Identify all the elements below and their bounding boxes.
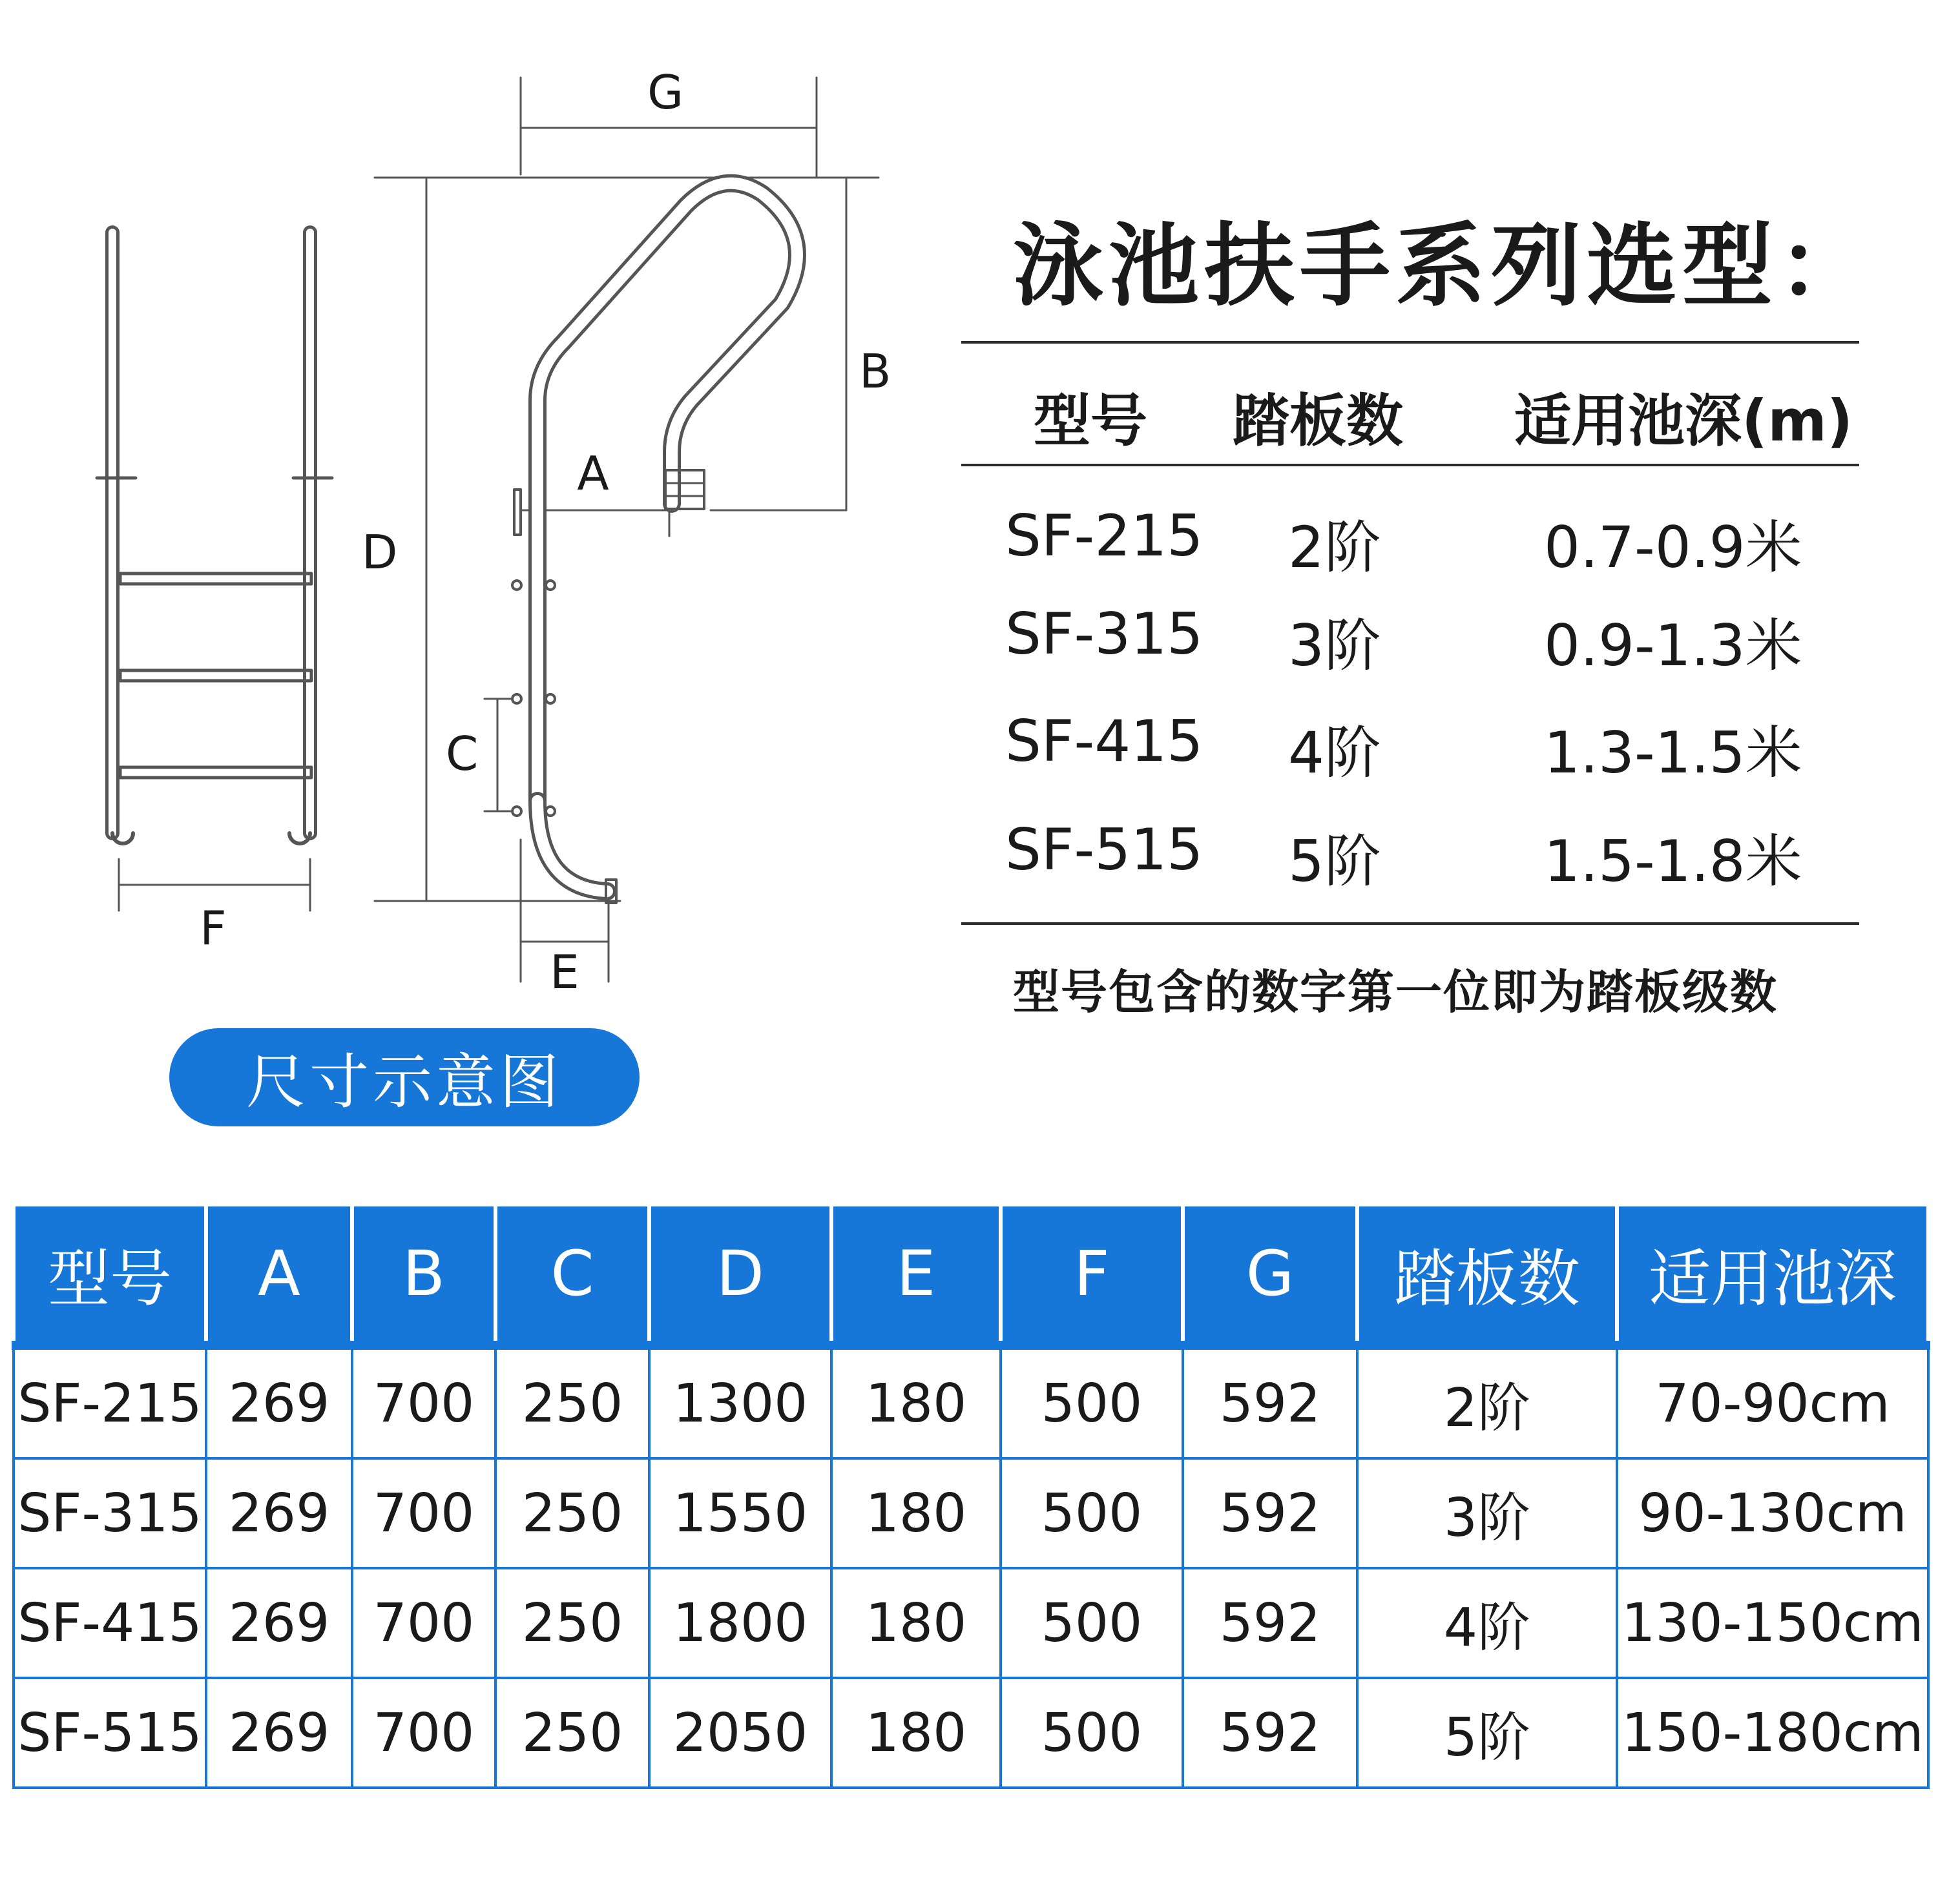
selection-row-model: SF-315: [1005, 601, 1203, 667]
column-header-steps: 踏板数: [1357, 1205, 1617, 1345]
selection-row-model: SF-415: [1005, 708, 1203, 774]
table-cell: SF-315: [14, 1458, 206, 1568]
selection-row-depth: 1.5-1.8米: [1544, 828, 1802, 895]
selection-row-steps: 3阶: [1288, 612, 1381, 679]
spec-table: [12, 1203, 1930, 1789]
table-cell: 592: [1183, 1568, 1357, 1678]
table-cell: 4阶: [1357, 1568, 1617, 1678]
dimension-label-b: B: [859, 344, 891, 398]
dimension-label-e: E: [550, 945, 579, 999]
dimension-label-c: C: [446, 727, 479, 781]
table-cell: 500: [1001, 1458, 1183, 1568]
selection-header-rule: [961, 464, 1859, 466]
dimension-diagram-caption: 尺寸示意图: [169, 1028, 640, 1126]
table-cell: 269: [206, 1458, 352, 1568]
selection-row-depth: 0.9-1.3米: [1544, 612, 1802, 679]
selection-row-steps: 4阶: [1288, 719, 1381, 786]
selection-row-steps: 2阶: [1288, 514, 1381, 581]
spec-table-header-row: [14, 1205, 1928, 1345]
table-cell: 500: [1001, 1678, 1183, 1788]
column-header-depth: 适用池深: [1617, 1205, 1928, 1345]
front-view: [97, 233, 332, 911]
table-cell: 500: [1001, 1568, 1183, 1678]
table-cell: 180: [831, 1345, 1001, 1458]
selection-row-model: SF-215: [1005, 502, 1203, 569]
selection-note: 型号包含的数字第一位即为踏板级数: [1013, 965, 1778, 1019]
table-cell: SF-215: [14, 1345, 206, 1458]
table-cell: 269: [206, 1345, 352, 1458]
table-cell: 2050: [649, 1678, 831, 1788]
table-cell: 180: [831, 1568, 1001, 1678]
selection-header-depth: 适用池深(m): [1514, 388, 1853, 454]
table-cell: 2阶: [1357, 1345, 1617, 1458]
table-cell: SF-415: [14, 1568, 206, 1678]
table-cell: 1800: [649, 1568, 831, 1678]
table-row: [14, 1678, 1928, 1788]
dimension-label-g: G: [647, 65, 683, 119]
selection-header-steps: 踏板数: [1233, 388, 1404, 454]
table-cell: 250: [495, 1678, 649, 1788]
table-cell: 180: [831, 1678, 1001, 1788]
column-header-b: B: [352, 1205, 495, 1345]
selection-row-depth: 0.7-0.9米: [1544, 514, 1802, 581]
ladder-dimension-drawing: [0, 0, 917, 1008]
column-header-d: D: [649, 1205, 831, 1345]
table-row: [14, 1458, 1928, 1568]
table-cell: 592: [1183, 1678, 1357, 1788]
table-cell: 250: [495, 1345, 649, 1458]
table-row: [14, 1345, 1928, 1458]
table-cell: SF-515: [14, 1678, 206, 1788]
table-cell: 700: [352, 1678, 495, 1788]
selection-bottom-rule: [961, 922, 1859, 925]
table-cell: 3阶: [1357, 1458, 1617, 1568]
column-header-e: E: [831, 1205, 1001, 1345]
table-cell: 700: [352, 1568, 495, 1678]
dimension-label-f: F: [200, 901, 227, 955]
table-cell: 250: [495, 1568, 649, 1678]
table-cell: 250: [495, 1458, 649, 1568]
selection-row-steps: 5阶: [1288, 828, 1381, 895]
selection-row-depth: 1.3-1.5米: [1544, 719, 1802, 786]
table-row: [14, 1568, 1928, 1678]
table-cell: 1550: [649, 1458, 831, 1568]
selection-title: 泳池扶手系列选型：: [1013, 214, 1874, 319]
table-cell: 500: [1001, 1345, 1183, 1458]
table-cell: 592: [1183, 1345, 1357, 1458]
table-cell: 592: [1183, 1458, 1357, 1568]
table-cell: 1300: [649, 1345, 831, 1458]
selection-header-model: 型号: [1034, 388, 1148, 454]
table-cell: 90-130cm: [1617, 1458, 1928, 1568]
side-view: [375, 78, 879, 982]
table-cell: 150-180cm: [1617, 1678, 1928, 1788]
table-cell: 180: [831, 1458, 1001, 1568]
dimension-label-a: A: [577, 446, 609, 501]
dimension-label-d: D: [362, 525, 398, 579]
table-cell: 130-150cm: [1617, 1568, 1928, 1678]
column-header-f: F: [1001, 1205, 1183, 1345]
selection-row-model: SF-515: [1005, 816, 1203, 883]
column-header-c: C: [495, 1205, 649, 1345]
table-cell: 269: [206, 1568, 352, 1678]
table-cell: 70-90cm: [1617, 1345, 1928, 1458]
table-cell: 5阶: [1357, 1678, 1617, 1788]
selection-top-rule: [961, 341, 1859, 344]
table-cell: 269: [206, 1678, 352, 1788]
table-cell: 700: [352, 1345, 495, 1458]
column-header-g: G: [1183, 1205, 1357, 1345]
table-cell: 700: [352, 1458, 495, 1568]
column-header-model: 型号: [14, 1205, 206, 1345]
column-header-a: A: [206, 1205, 352, 1345]
